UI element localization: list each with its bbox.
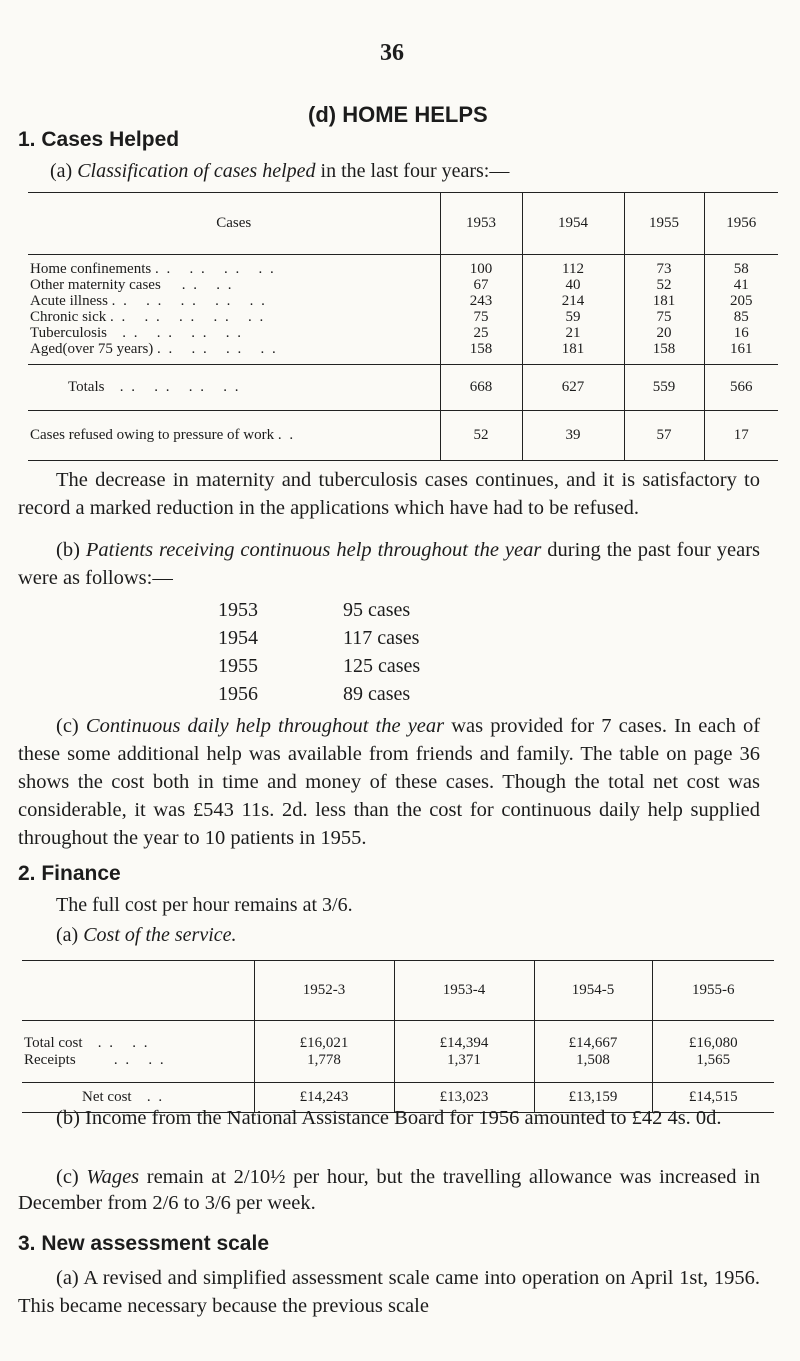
totals-label: Totals . . . . . . . . [68,379,241,395]
classification-caption: (a) Classification of cases helped in the last four years:— [50,160,510,182]
refused-label: Cases refused owing to pressure of work . . [30,427,296,443]
cost-of-service-caption: (a) Cost of the service. [56,924,237,946]
col-header-1952-3: 1952-3 [254,961,394,1021]
paragraph-income: (b) Income from the National Assistance Board for 1956 amounted to £42 4s. 0d. [56,1107,722,1129]
values-1956: 58 41 205 85 16 161 [704,255,778,365]
col-header-1954-5: 1954-5 [534,961,652,1021]
col-header-1953-4: 1953-4 [394,961,534,1021]
finance-text: The full cost per hour remains at 3/6. [56,894,353,916]
values-1953: 100 67 243 75 25 158 [440,255,522,365]
net-cost-label: Net cost . . [82,1089,165,1105]
values-1954: 112 40 214 59 21 181 [522,255,624,365]
assessment-heading: 3. New assessment scale [18,1232,269,1255]
list-item: 1953 95 cases [218,599,411,621]
finance-1953-4: £14,394 1,371 [394,1021,534,1083]
col-header-1953: 1953 [440,193,522,255]
list-item: 1955 125 cases [218,655,421,677]
col-header-blank [22,961,254,1021]
total-1956: 566 [704,365,778,411]
list-item: 1954 117 cases [218,627,420,649]
refused-1954: 39 [522,411,624,461]
finance-1955-6: £16,080 1,565 [652,1021,774,1083]
paragraph-daily-help: (c) Continuous daily help throughout the year was provided for 7 cases. In each of these some additional help was available from friends and family. The table on page 36 shows the cost both in time and money of these cases. Though the total net cost was considerable, it was £543 11s. 2d. less than the cost for continuous daily help supplied throughout the year to 10 patients in 1955. [18,715,761,849]
net-1955-6: £14,515 [652,1083,774,1113]
col-header-1955-6: 1955-6 [652,961,774,1021]
cases-helped-heading: 1. Cases Helped [18,128,180,151]
refused-1956: 17 [704,411,778,461]
finance-1954-5: £14,667 1,508 [534,1021,652,1083]
col-header-cases: Cases [216,215,252,231]
total-1953: 668 [440,365,522,411]
continuous-help-list [218,596,420,708]
refused-1953: 52 [440,411,522,461]
page-number: 36 [380,40,404,66]
category-labels: Home confinements . . . . . . . . Other maternity cases . . . . Acute illness . . . . . . . . . . Chronic sick . . . . . . . . . . Tuberculosis . . . . . . . . Aged(over 75 years) . . . . . . . . [30,261,278,357]
paragraph-decrease: The decrease in maternity and tuberculosis cases continues, and it is satisfactory to record a marked reduction in the applications which have had to be refused. [18,469,760,519]
net-1953-4: £13,023 [394,1083,534,1113]
values-1955: 73 52 181 75 20 158 [624,255,704,365]
net-1952-3: £14,243 [254,1083,394,1113]
col-header-1954: 1954 [522,193,624,255]
list-item: 1956 89 cases [218,683,411,705]
finance-row-labels: Total cost . . . . Receipts . . . . [24,1034,166,1068]
cases-table [28,192,778,461]
finance-heading: 2. Finance [18,862,121,885]
paragraph-assessment: (a) A revised and simplified assessment scale came into operation on April 1st, 1956. This became necessary because the previous scale [18,1267,760,1317]
paragraph-continuous-help: (b) Patients receiving continuous help throughout the year during the past four years were as follows:— [18,539,761,589]
paragraph-wages: (c) Wages remain at 2/10½ per hour, but the travelling allowance was increased in December from 2/6 to 3/6 per week. [18,1166,761,1214]
total-1955: 559 [624,365,704,411]
col-header-1956: 1956 [704,193,778,255]
finance-table [22,960,774,1113]
finance-1952-3: £16,021 1,778 [254,1021,394,1083]
col-header-1955: 1955 [624,193,704,255]
total-1954: 627 [522,365,624,411]
refused-1955: 57 [624,411,704,461]
section-title: (d) HOME HELPS [308,102,488,127]
net-1954-5: £13,159 [534,1083,652,1113]
